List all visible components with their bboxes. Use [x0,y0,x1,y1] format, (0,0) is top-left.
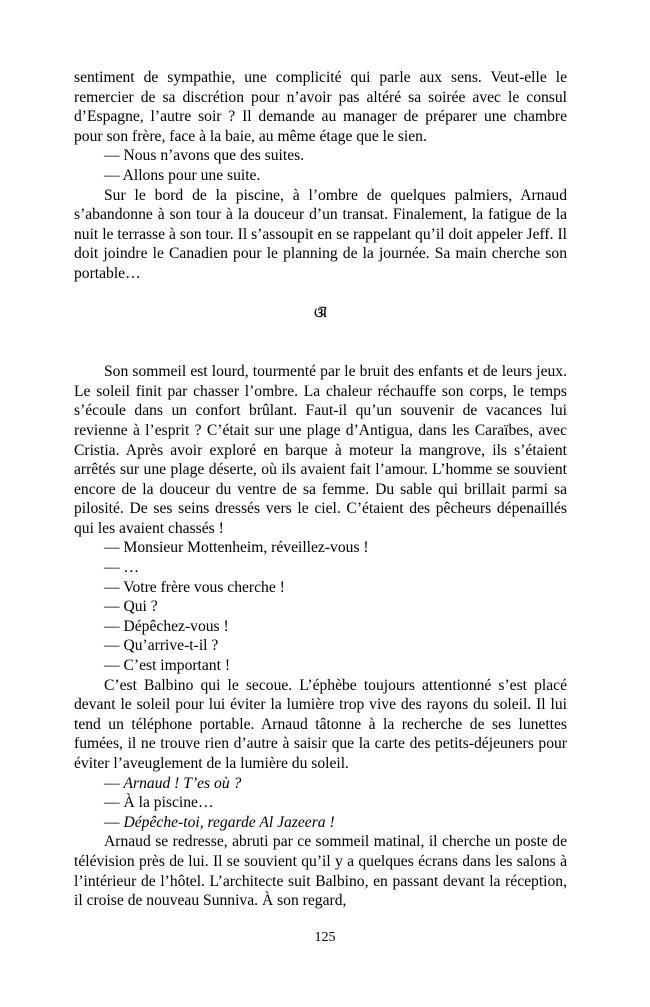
dialogue-line: — Qui ? [104,598,158,616]
dialogue-line-phone [74,774,567,794]
dialogue-dash: — [104,774,124,792]
paragraph: Sur le bord de la piscine, à l’ombre de quelques palmiers, Arnaud s’abandonne à son tour à la douceur d’un transat. Finalement, la fatigue de la nuit le terrasse à son tour. Il s’assoupit en se rappelant qu’il doit appeler Jeff. Il doit joindre le Canadien pour le planning de la journée. Sa main cherche son portable… [74,186,567,282]
dialogue-line: — … [104,559,140,577]
paragraph: Arnaud se redresse, abruti par ce sommeil matinal, il cherche un poste de télévision près de lui. Il se souvient qu’il y a quelques écrans dans les salons à l’intérieur de l’hôtel. L’architecte suit Balbino, en passant devant la réception, il croise de nouveau Sunniva. À son regard, [74,833,567,910]
dialogue-dash: — [104,813,124,831]
paragraph: C’est Balbino qui le secoue. L’éphèbe toujours attentionné s’est placé devant le soleil pour lui éviter la lumière trop vive des rayons du soleil. Il lui tend un téléphone portable. Arnaud tâtonne à la recherche de ses lunettes fumées, il ne trouve rien d’autre à saisir que la carte des petits-déjeuners pour éviter l’aveuglement de la lumière du soleil. [74,676,567,772]
dialogue-line: — Votre frère vous cherche ! [104,578,285,596]
dialogue-italic-text: Arnaud ! T’es où ? [123,774,242,792]
dialogue-line: — Dépêchez-vous ! [104,617,229,635]
dialogue-line: — Monsieur Mottenheim, réveillez-vous ! [104,539,369,557]
page-body [74,68,567,911]
dialogue-line: — Nous n’avons que des suites. [104,147,305,165]
paragraph: Son sommeil est lourd, tourmenté par le bruit des enfants et de leurs jeux. Le soleil finit par chasser l’ombre. La chaleur réchauffe son corps, le temps s’écoule dans un confort brûlant. Faut-il qu’un souvenir de vacances lui revienne à l’esprit ? C’était sur une plage d’Antigua, dans les Caraïbes, avec Cristia. Après avoir exploré en barque à moteur la mangrove, ils s’étaient arrêtés sur une plage déserte, où ils avaient fait l’amour. L’homme se souvient encore de la douceur du ventre de sa femme. Du sable qui brillait parmi sa pilosité. De ses seins dressés vers le ciel. C’étaient des pêcheurs dépenaillés qui les avaient chassés ! [74,363,567,537]
paragraph-continued: sentiment de sympathie, une complicité qui parle aux sens. Veut-elle le remercier de sa discrétion pour n’avoir pas altéré sa soirée avec le consul d’Espagne, l’autre soir ? Il demande au manager de préparer une chambre pour son frère, face à la baie, au même étage que le sien. [74,69,567,145]
dialogue-line: — À la piscine… [104,794,214,812]
dialogue-line: — C’est important ! [104,657,231,675]
dialogue-line-phone [74,813,567,833]
dialogue-line: — Qu’arrive-t-il ? [104,637,219,655]
page-number: 125 [314,930,336,945]
dialogue-line: — Allons pour une suite. [104,166,261,184]
fleuron-ornament-icon: ଔ [314,305,327,321]
dialogue-italic-text: Dépêche-toi, regarde Al Jazeera ! [123,813,335,831]
